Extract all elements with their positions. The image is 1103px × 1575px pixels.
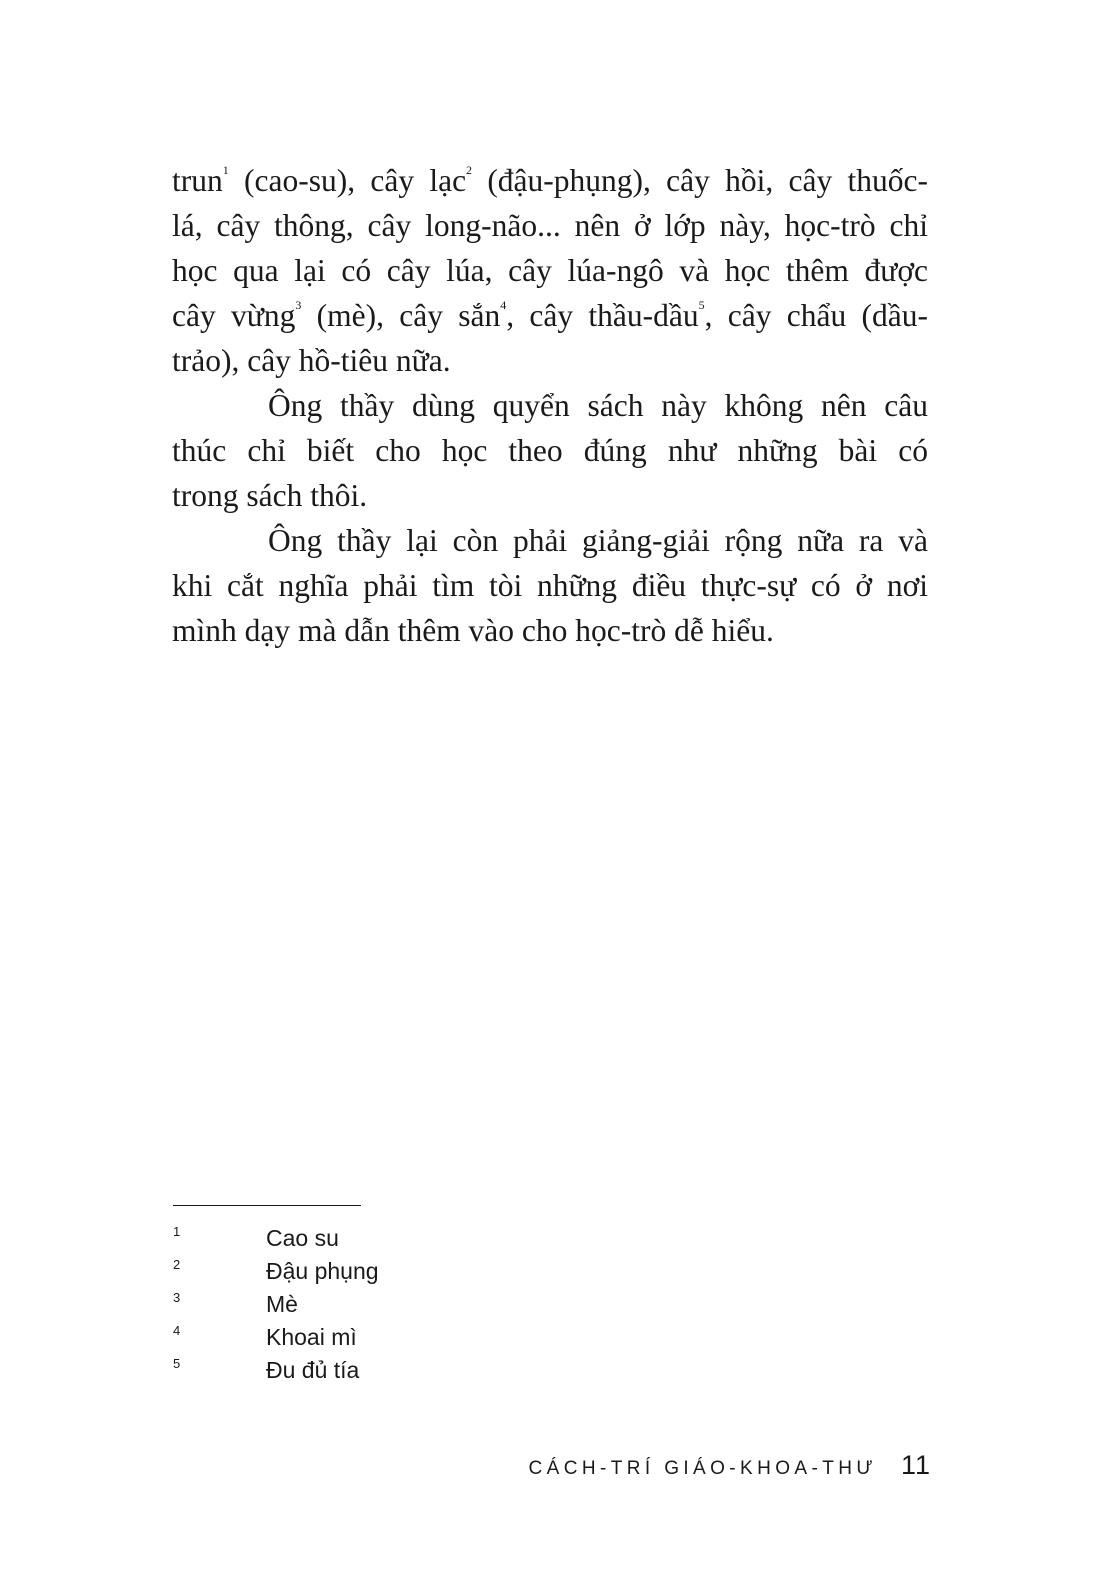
text-line: lá, cây thông, cây long-não... nên ở lớp này, học-trò chỉ xyxy=(172,208,928,243)
text-line: trảo), cây hồ-tiêu nữa. xyxy=(172,343,451,378)
footnote-ref-3[interactable]: 3 xyxy=(295,298,302,312)
text-run: , cây thầu-dầu xyxy=(506,298,699,333)
footnote-divider xyxy=(173,1205,361,1206)
footnote-item xyxy=(173,1255,673,1288)
text-run: , cây chẩu (dầu- xyxy=(704,298,928,333)
footnote-item xyxy=(173,1321,673,1354)
text-line: Ông thầy dùng quyển sách này không nên câu xyxy=(268,388,928,423)
footnotes xyxy=(173,1222,673,1387)
paragraph-1 xyxy=(172,158,928,383)
text-line: mình dạy mà dẫn thêm vào cho học-trò dễ hiểu. xyxy=(172,613,774,648)
text-line xyxy=(172,293,928,338)
footnote-ref-5[interactable]: 5 xyxy=(698,298,705,312)
text-run: (cao-su), cây lạc xyxy=(228,163,467,198)
text-line: trong sách thôi. xyxy=(172,478,368,513)
text-line: khi cắt nghĩa phải tìm tòi những điều thực-sự có ở nơi xyxy=(172,568,928,603)
page-number: 11 xyxy=(900,1450,931,1480)
text-line xyxy=(172,158,928,203)
footnote-number: 4 xyxy=(173,1323,181,1338)
footnote-item xyxy=(173,1354,673,1387)
text-run: (đậu-phụng), cây hồi, cây thuốc- xyxy=(472,163,928,198)
footnote-text: Mè xyxy=(266,1291,298,1317)
footnote-number: 5 xyxy=(173,1356,181,1371)
footnote-text: Khoai mì xyxy=(266,1324,357,1350)
footnote-number: 3 xyxy=(173,1290,181,1305)
text-run: (mè), cây sắn xyxy=(301,298,501,333)
text-run: trun xyxy=(172,163,223,198)
running-footer xyxy=(529,1450,931,1481)
footnote-text: Cao su xyxy=(266,1225,339,1251)
footnote-text: Đậu phụng xyxy=(266,1258,379,1284)
footnote-ref-4[interactable]: 4 xyxy=(500,298,507,312)
body-text xyxy=(172,158,928,653)
text-run: cây vừng xyxy=(172,298,296,333)
text-line: thúc chỉ biết cho học theo đúng như những bài có xyxy=(172,433,928,468)
footnote-ref-2[interactable]: 2 xyxy=(466,163,473,177)
footnote-number: 2 xyxy=(173,1257,181,1272)
footnote-number: 1 xyxy=(173,1224,181,1239)
paragraph-3 xyxy=(172,518,928,653)
footnote-item xyxy=(173,1222,673,1255)
paragraph-2 xyxy=(172,383,928,518)
footnote-ref-1[interactable]: 1 xyxy=(222,163,229,177)
text-line: Ông thầy lại còn phải giảng-giải rộng nữa ra và xyxy=(268,523,928,558)
footnote-text: Đu đủ tía xyxy=(266,1357,360,1383)
footnote-item xyxy=(173,1288,673,1321)
book-title: CÁCH-TRÍ GIÁO-KHOA-THƯ xyxy=(528,1458,877,1479)
text-line: học qua lại có cây lúa, cây lúa-ngô và học thêm được xyxy=(172,253,928,288)
